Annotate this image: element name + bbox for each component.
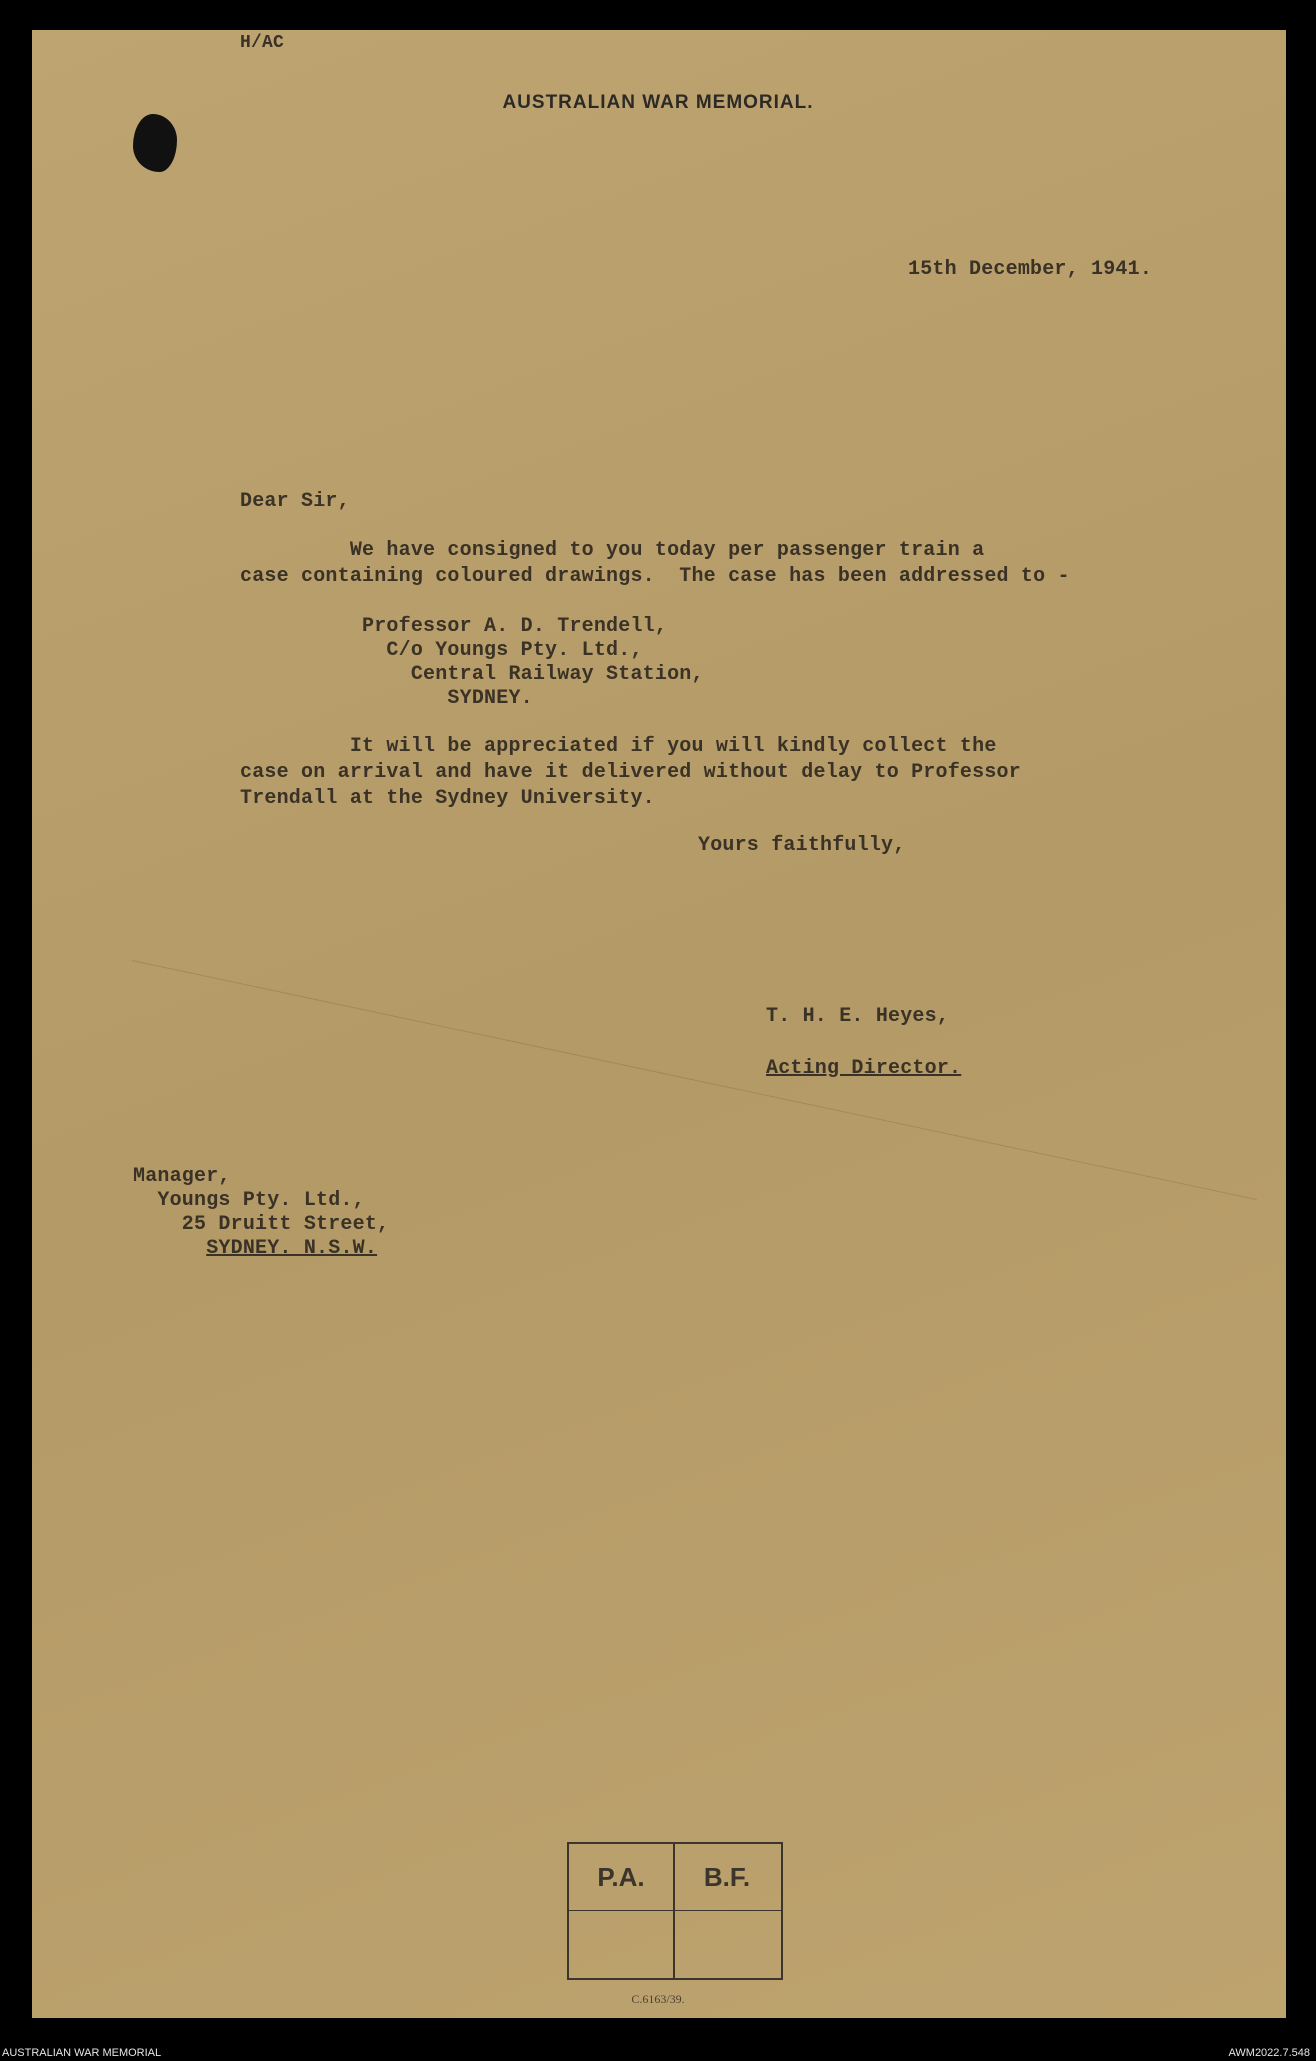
recipient-city: SYDNEY. N.S.W.: [206, 1237, 378, 1260]
paragraph-1-line: We have consigned to you today per passenger train a: [240, 539, 985, 562]
paragraph-2: [240, 734, 1021, 812]
paragraph-1-line: case containing coloured drawings. The case has been addressed to -: [240, 565, 1070, 588]
address-line: Central Railway Station,: [240, 663, 704, 686]
recipient-line: Manager,: [133, 1165, 231, 1188]
recipient-line: 25 Druitt Street,: [133, 1213, 390, 1236]
salutation: Dear Sir,: [240, 490, 350, 513]
letterhead: AUSTRALIAN WAR MEMORIAL.: [502, 92, 814, 113]
consignee-address: [240, 615, 704, 711]
stamp-pa: P.A.: [597, 1862, 645, 1892]
signer-name: T. H. E. Heyes,: [766, 1005, 950, 1028]
recipient-line: Youngs Pty. Ltd.,: [133, 1189, 365, 1212]
paragraph-2-line: case on arrival and have it delivered without delay to Professor: [240, 761, 1021, 784]
paragraph-1: [240, 538, 1070, 590]
address-line: Professor A. D. Trendell,: [240, 615, 668, 638]
stamp-bf: B.F.: [703, 1862, 751, 1892]
recipient-indent: [133, 1237, 206, 1260]
address-line: C/o Youngs Pty. Ltd.,: [240, 639, 643, 662]
filing-stamp: [567, 1842, 783, 1980]
recipient-address: [133, 1165, 389, 1261]
form-number: C.6163/39.: [631, 1992, 685, 2006]
reference-code: H/AC: [240, 33, 285, 53]
accession-number: AWM2022.7.548: [1228, 2047, 1310, 2059]
letter-page: [32, 30, 1286, 2018]
punch-hole: [133, 114, 177, 172]
stamp-divider: [569, 1910, 781, 1911]
letter-date: 15th December, 1941.: [908, 258, 1153, 281]
recipient-line: [133, 1237, 389, 1261]
address-line: SYDNEY.: [240, 687, 533, 710]
paragraph-2-line: It will be appreciated if you will kindly collect the: [240, 735, 997, 758]
archive-credit: AUSTRALIAN WAR MEMORIAL: [2, 2047, 162, 2059]
closing: Yours faithfully,: [698, 834, 906, 857]
signer-title: Acting Director.: [766, 1057, 962, 1080]
paragraph-2-line: Trendall at the Sydney University.: [240, 787, 655, 810]
